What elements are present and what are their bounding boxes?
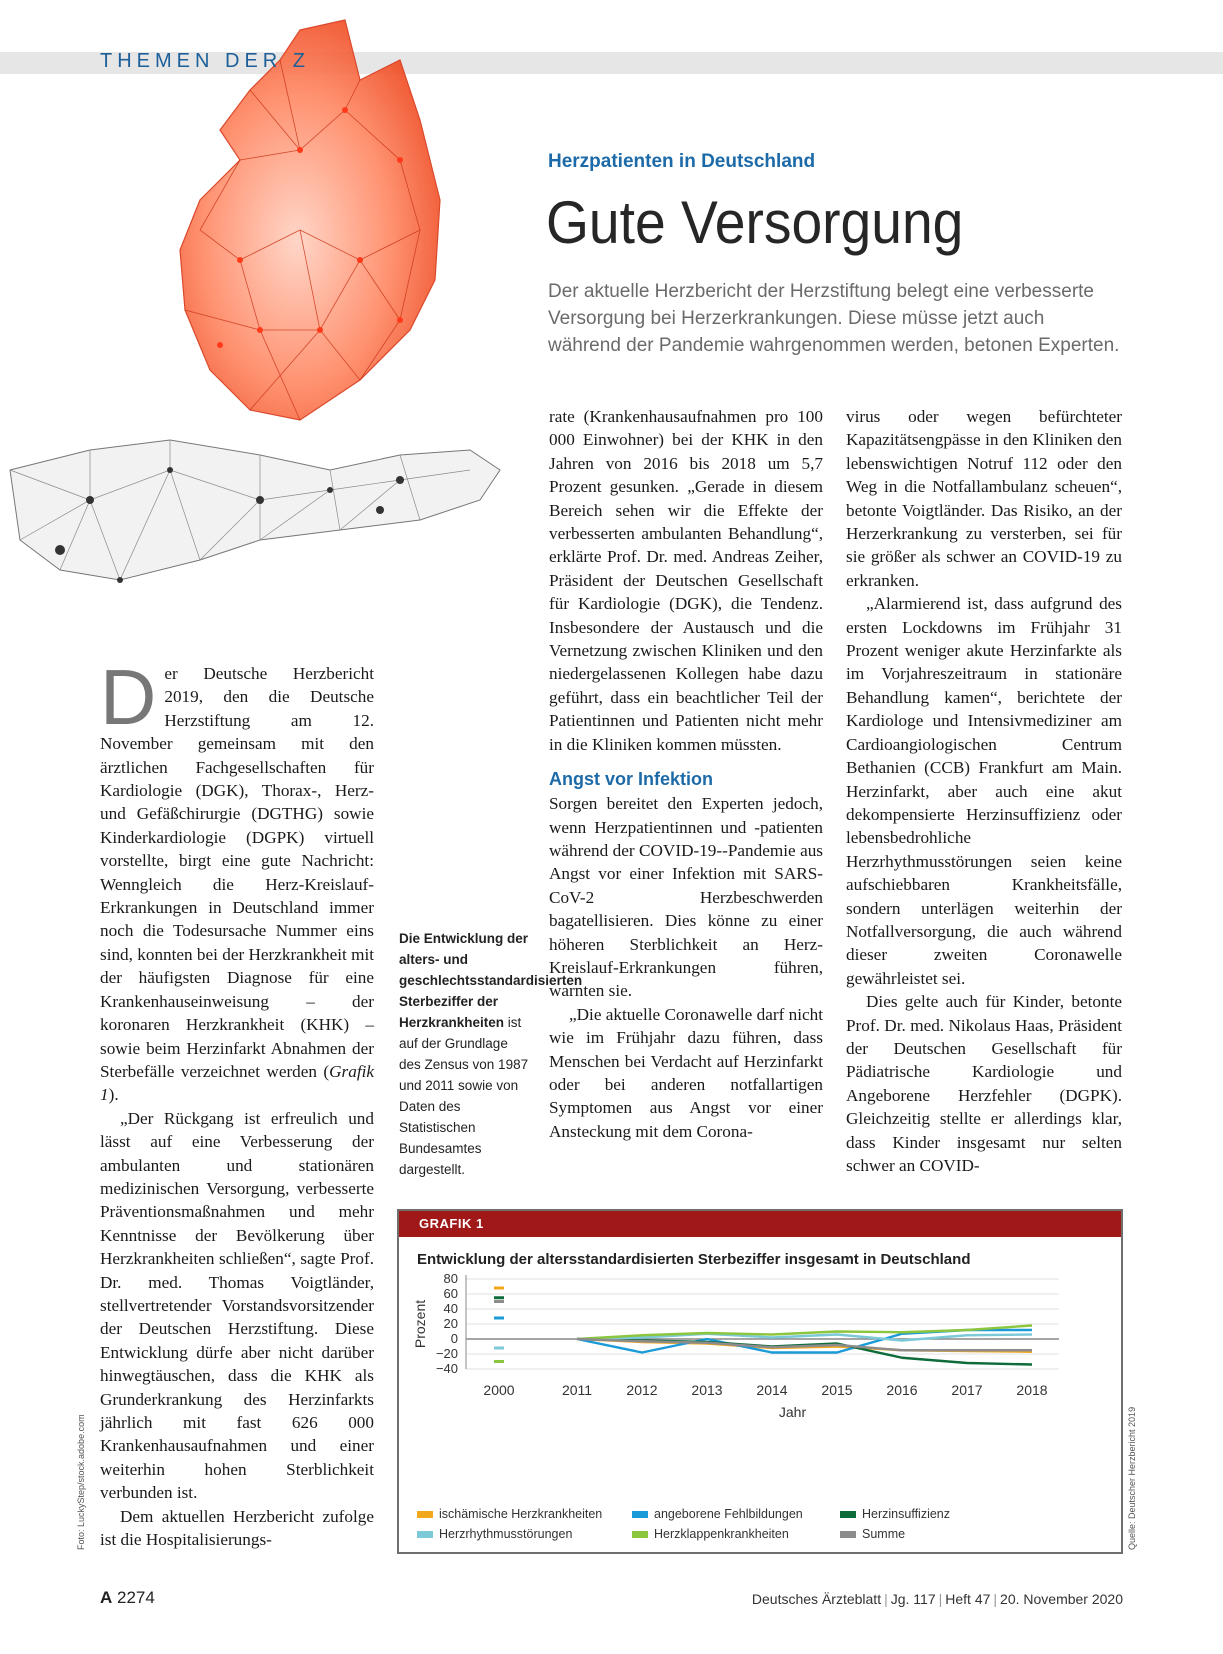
legend-swatch bbox=[632, 1511, 648, 1518]
y-tick-label: 80 bbox=[443, 1271, 458, 1286]
paragraph: virus oder wegen befürchteter Kapazitätsengpässe in den Kliniken den lebenswichtigen Notruf 112 oder den Weg in die Notfallambulanz scheuen“, betonte Voigtländer. Das Risiko, an der Herzerkrankung zu versterben, sei für sie größer als schwer an COVID-19 zu erkranken. bbox=[846, 407, 1122, 590]
paragraph: Dem aktuellen Herzbericht zufolge ist die Hospitalisierungs- bbox=[100, 1506, 374, 1550]
chart-label: GRAFIK 1 bbox=[419, 1216, 484, 1231]
page-number bbox=[100, 1588, 155, 1608]
article-headline: Gute Versorgung bbox=[546, 189, 964, 256]
legend-label: Summe bbox=[862, 1527, 906, 1541]
x-axis-label: Jahr bbox=[778, 1404, 807, 1420]
legend-label: angeborene Fehlbildungen bbox=[654, 1507, 803, 1521]
legend-swatch bbox=[417, 1511, 433, 1518]
text-column-3 bbox=[846, 405, 1122, 1177]
paragraph: Dies gelte auch für Kinder, betonte Prof. Dr. med. Nikolaus Haas, Präsident der Deutschen Gesellschaft für Pädiatrische Kardiologie und Angeborene Herzfehler (DGPK). Gleichzeitig stellte er allerdings klar, dass Kinder insgesamt nur selten schwer an COVID- bbox=[846, 992, 1122, 1175]
journal-date: 20. November 2020 bbox=[1000, 1591, 1123, 1607]
page-prefix: A bbox=[100, 1588, 113, 1607]
legend-label: Herzinsuffizienz bbox=[862, 1507, 951, 1521]
x-tick-label: 2013 bbox=[691, 1382, 723, 1398]
caption-bold: Die Entwicklung der alters- und geschlechtsstandardisierten Sterbeziffer der Herzkrankheiten bbox=[399, 931, 583, 1030]
y-tick-label: −20 bbox=[435, 1346, 458, 1361]
legend-item bbox=[632, 1507, 803, 1521]
text-column-1 bbox=[100, 653, 374, 1551]
x-tick-label: 2000 bbox=[483, 1382, 515, 1398]
journal-info: Deutsches Ärzteblatt | Jg. 117 | Heft 47 | 20. November 2020 bbox=[751, 1591, 1123, 1607]
figure-caption bbox=[399, 928, 583, 1180]
paragraph-text: ). bbox=[108, 1085, 119, 1105]
heart-icon bbox=[180, 20, 440, 420]
lead-line: Versorgung bei Herzerkrankungen. Diese müsse jetzt auch bbox=[548, 308, 1045, 329]
lead-line: Der aktuelle Herzbericht der Herzstiftung belegt eine verbesserte bbox=[548, 281, 1094, 302]
y-tick-label: 40 bbox=[443, 1301, 458, 1316]
chart-box bbox=[397, 1209, 1123, 1554]
line-chart bbox=[399, 1211, 1121, 1552]
y-tick-label: 60 bbox=[443, 1286, 458, 1301]
dropcap: D bbox=[100, 653, 157, 741]
legend-label: Herzklappenkrankheiten bbox=[654, 1527, 789, 1541]
paragraph: rate (Krankenhausaufnahmen pro 100 000 Einwohner) bei der KHK in den Jahren von 2016 bis 2018 um 5,7 Prozent gesunken. „Gerade in diesem Bereich sehen wir die Effekte der verbesserten ambulanten Behandlung“, erklärte Prof. Dr. med. Andreas Zeiher, Präsident der Deutschen Gesellschaft für Kardiologie (DGK), die Tendenz. Insbesondere der Austausch und die Vernetzung zwischen Kliniken und den niedergelassenen Kollegen habe dazu geführt, dass ein beachtlicher Teil der Patientinnen und Patienten nicht mehr in die Kliniken kommen müssten. bbox=[549, 407, 823, 754]
legend-label: Herzrhythmusstörungen bbox=[439, 1527, 573, 1541]
photo-credit: Foto: LuckyStep/stock.adobe.com bbox=[76, 1414, 86, 1550]
y-tick-label: 0 bbox=[450, 1331, 458, 1346]
paragraph: „Der Rückgang ist erfreulich und lässt auf eine Verbesserung der ambulanten und stationären medizinischen Versorgung, verbesserte Präventionsmaßnahmen und mehr Kenntnisse der Bevölkerung über Herzkrankheiten schließen“, sagte Prof. Dr. med. Thomas Voigtländer, stellvertretender Vorstandsvorsitzender der Deutschen Herzstiftung. Diese Entwicklung dürfe aber nicht darüber hinwegtäuschen, dass die KHK als Grunderkrankung des Herzinfarkts jährlich mit fast 626 000 Krankenhausaufnahmen und einer weiterhin hohen Sterblichkeit verbunden ist. bbox=[100, 1108, 374, 1503]
legend-swatch bbox=[840, 1511, 856, 1518]
y-axis-label: Prozent bbox=[412, 1299, 428, 1349]
heart-hand-illustration bbox=[0, 0, 540, 640]
lead-line: während der Pandemie wahrgenommen werden, betonen Experten. bbox=[548, 335, 1120, 356]
paragraph: „Alarmierend ist, dass aufgrund des ersten Lockdowns im Frühjahr 31 Prozent weniger akute Herzinfarkte als im Vorjahreszeitraum in stationäre Behandlung kamen“, berichtete der Kardiologe und Intensivmediziner am Cardioangiologischen Centrum Bethanien (CCB) Frankfurt am Main. Herzinfarkt, aber auch eine akut dekompensierte Herzinsuffizienz oder lebensbedrohliche Herzrhythmusstörungen seien keine aufschiebbaren Krankheitsfälle, sondern unterlägen weiterhin der Notfallversorgung, die auch während dieser zweiten Coronawelle gewährleistet sei. bbox=[846, 594, 1122, 988]
legend-swatch bbox=[840, 1531, 856, 1538]
chart-title: Entwicklung der altersstandardisierten Sterbeziffer insgesamt in Deutschland bbox=[417, 1251, 971, 1268]
y-tick-label: −40 bbox=[435, 1361, 458, 1376]
page-number-value: 2274 bbox=[117, 1588, 155, 1607]
legend-item bbox=[417, 1507, 602, 1521]
legend-swatch bbox=[417, 1531, 433, 1538]
x-tick-label: 2011 bbox=[561, 1382, 593, 1398]
journal-volume: Jg. 117 bbox=[890, 1591, 936, 1607]
legend-swatch bbox=[632, 1531, 648, 1538]
figure-reference: Grafik 1 bbox=[100, 1061, 374, 1105]
article-kicker: Herzpatienten in Deutschland bbox=[548, 151, 816, 172]
journal-issue: Heft 47 bbox=[945, 1591, 991, 1607]
legend-item bbox=[840, 1527, 905, 1541]
x-tick-label: 2017 bbox=[951, 1382, 983, 1398]
x-tick-label: 2014 bbox=[756, 1382, 788, 1398]
legend-label: ischämische Herzkrankheiten bbox=[439, 1507, 603, 1521]
section-rubric: THEMEN DER Z bbox=[100, 50, 310, 72]
paragraph-text: er Deutsche Herzbericht 2019, den die Deutsche Herzstiftung am 12. November gemeinsam mit den ärztlichen Fachgesellschaften für Kardiologie (DGK), Thorax-, Herz- und Gefäßchirurgie (DGTHG) sowie Kinderkardiologie (DGPK) virtuell vorstellte, birgt eine gute Nachricht: Wenngleich die Herz-Kreislauf-Erkrankungen in Deutschland immer noch die Todesursache Nummer eins sind, konnten bei der Herzkrankheit mit der häufigsten Diagnose für eine Krankenhauseinweisung – der koronaren Herzkrankheit (KHK) – sowie beim Herzinfarkt Abnahmen der Sterbefälle verzeichnet werden ( bbox=[100, 664, 374, 1081]
journal-name: Deutsches Ärzteblatt bbox=[751, 1591, 882, 1607]
article-lead bbox=[548, 278, 1148, 359]
legend-item bbox=[632, 1527, 789, 1541]
x-tick-label: 2016 bbox=[886, 1382, 918, 1398]
paragraph bbox=[100, 653, 374, 1107]
x-tick-label: 2012 bbox=[626, 1382, 658, 1398]
legend-item bbox=[417, 1527, 572, 1541]
hand-icon bbox=[10, 440, 500, 583]
paragraph: „Die aktuelle Coronawelle darf nicht wie im Frühjahr dazu führen, dass Menschen bei Verdacht auf Herzinfarkt oder bei anderen notfallartigen Symptomen aus Angst vor einer Ansteckung mit dem Corona- bbox=[549, 1004, 823, 1141]
subheading: Angst vor Infektion bbox=[549, 769, 714, 790]
text-column-2 bbox=[549, 405, 823, 1143]
caption-text: ist auf der Grundlage des Zensus von 1987 und 2011 sowie von Daten des Statistischen Bundesamtes dargestellt. bbox=[399, 1015, 529, 1177]
paragraph: Sorgen bereitet den Experten jedoch, wenn Herzpatientinnen und -patienten während der COVID-19--Pandemie aus Angst vor einer Infektion mit SARS-CoV-2 Herzbeschwerden bagatellisieren. Dies könne zu einer höheren Sterblichkeit an Herz-Kreislauf-Erkrankungen führen, warnten sie. bbox=[549, 794, 823, 1001]
source-credit: Quelle: Deutscher Herzbericht 2019 bbox=[1127, 1406, 1137, 1550]
x-tick-label: 2018 bbox=[1016, 1382, 1048, 1398]
legend-item bbox=[840, 1507, 950, 1521]
x-tick-label: 2015 bbox=[821, 1382, 853, 1398]
y-tick-label: 20 bbox=[443, 1316, 458, 1331]
